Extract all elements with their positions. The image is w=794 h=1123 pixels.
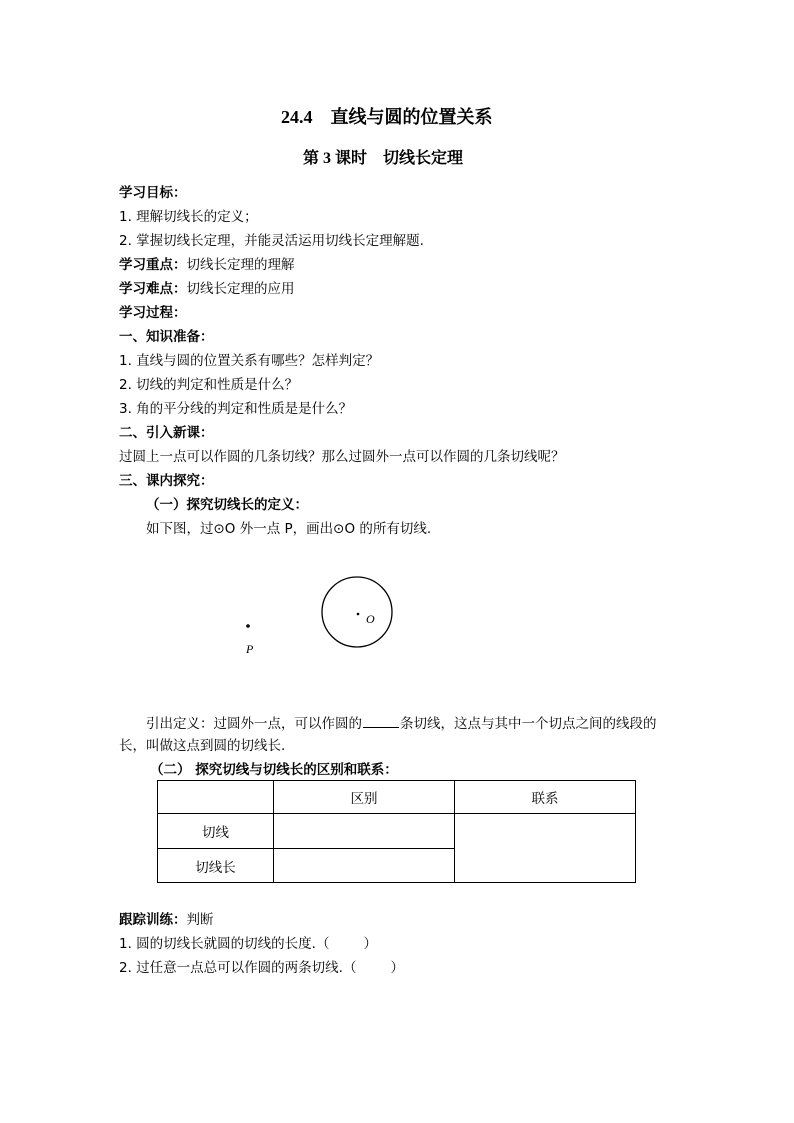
practice-item-text: 1. 圆的切线长就圆的切线的长度.（	[119, 936, 330, 952]
process-heading: 学习过程：	[119, 305, 187, 321]
objectives-heading: 学习目标：	[119, 185, 187, 201]
part1-instruction: 如下图，过⊙O 外一点 P，画出⊙O 的所有切线.	[146, 521, 432, 537]
table-cell-difference[interactable]	[274, 849, 455, 883]
table-header-empty	[158, 781, 274, 814]
section2-text: 过圆上一点可以作圆的几条切线？那么过圆外一点可以作圆的几条切线呢？	[119, 449, 565, 465]
comparison-table	[157, 780, 636, 883]
section1-item: 1. 直线与圆的位置关系有哪些？怎样判定？	[119, 353, 380, 369]
key-point-text: 切线长定理的理解	[186, 257, 295, 273]
page-title: 24.4 直线与圆的位置关系	[281, 107, 493, 127]
practice-item-close: ）	[363, 936, 377, 952]
table-header-difference: 区别	[274, 781, 455, 814]
section2-heading: 二、引入新课：	[119, 425, 214, 441]
table-cell-connection[interactable]	[455, 814, 636, 883]
practice-item-close: ）	[390, 960, 404, 976]
definition-after: 条切线，这点与其中一个切点之间的线段的	[400, 716, 657, 732]
key-point-label: 学习重点：	[119, 257, 187, 273]
answer-blank[interactable]	[363, 715, 399, 728]
section1-item: 3. 角的平分线的判定和性质是是什么？	[119, 401, 353, 417]
part1-heading: （一）探究切线长的定义：	[146, 497, 308, 513]
practice-item-text: 2. 过任意一点总可以作圆的两条切线.（	[119, 960, 357, 976]
table-cell-difference[interactable]	[274, 814, 455, 849]
objective-item: 2. 掌握切线长定理，并能灵活运用切线长定理解题.	[119, 233, 424, 249]
practice-item	[119, 962, 404, 976]
table-header-connection: 联系	[455, 781, 636, 814]
label-o: O	[366, 612, 375, 626]
lesson-subtitle: 第 3 课时 切线长定理	[303, 150, 464, 167]
section1-item: 2. 切线的判定和性质是什么？	[119, 377, 299, 393]
point-p	[246, 624, 250, 628]
practice-text: 判断	[186, 912, 214, 928]
difficulty-text: 切线长定理的应用	[186, 281, 295, 297]
practice-heading	[119, 914, 214, 928]
definition-line2: 长，叫做这点到圆的切线长.	[119, 738, 286, 754]
table-row-label: 切线	[158, 814, 274, 849]
definition-before: 引出定义：过圆外一点，可以作圆的	[146, 716, 362, 732]
difficulty-label: 学习难点：	[119, 281, 187, 297]
practice-label: 跟踪训练：	[119, 912, 187, 928]
label-p: P	[246, 642, 254, 656]
section3-heading: 三、课内探究：	[119, 473, 214, 489]
definition-line1	[146, 715, 657, 732]
objective-item: 1. 理解切线长的定义；	[119, 209, 258, 225]
center-point-o	[357, 613, 360, 616]
circle-o	[322, 577, 392, 647]
practice-item	[119, 938, 377, 952]
part2-heading: （二） 探究切线与切线长的区别和联系：	[150, 762, 398, 778]
section1-heading: 一、知识准备：	[119, 329, 214, 345]
table-row-label: 切线长	[158, 849, 274, 883]
